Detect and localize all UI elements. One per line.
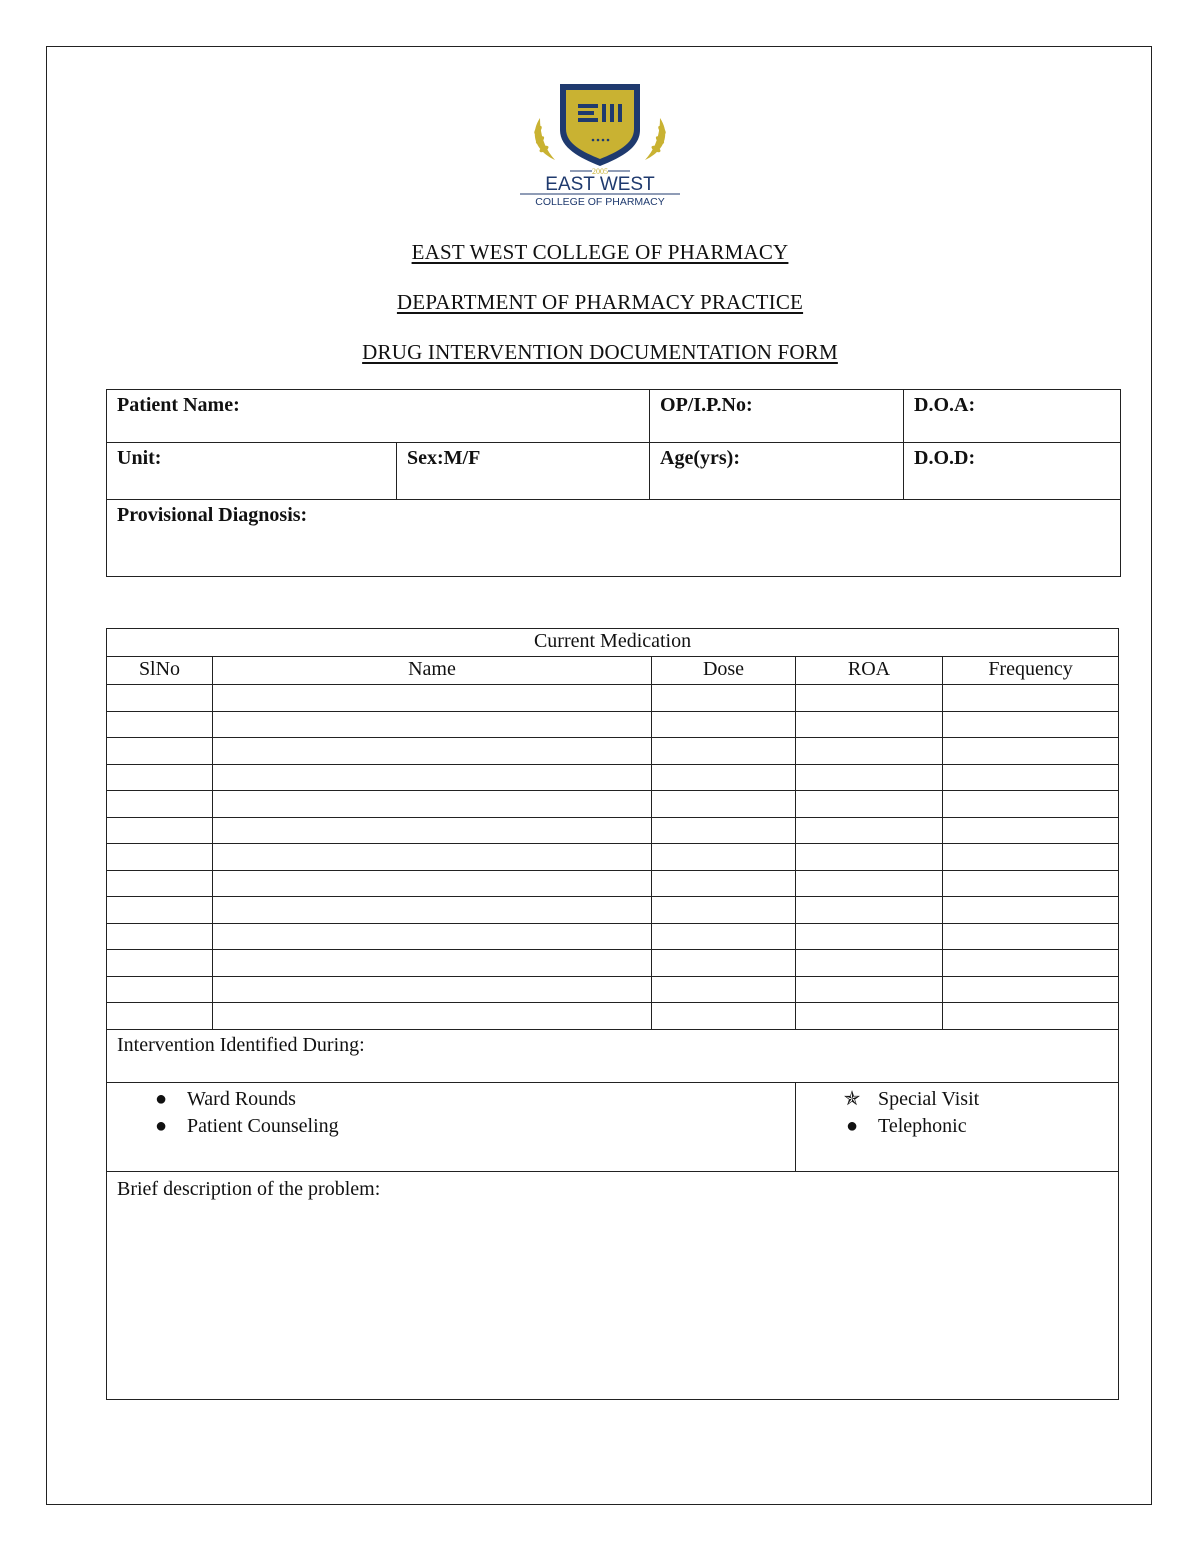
department-heading: DEPARTMENT OF PHARMACY PRACTICE [396, 290, 804, 314]
medication-cell-dose[interactable] [652, 764, 796, 791]
medication-table [106, 628, 1119, 1400]
medication-cell-slno[interactable] [107, 950, 213, 977]
intervention-label-cell [107, 1029, 1119, 1082]
medication-cell-dose[interactable] [652, 738, 796, 765]
medication-cell-dose[interactable] [652, 976, 796, 1003]
medication-cell-name[interactable] [213, 844, 652, 871]
medication-cell-frequency[interactable] [943, 870, 1119, 897]
intervention-option-label: Ward Rounds [187, 1087, 296, 1110]
medication-cell-frequency[interactable] [943, 897, 1119, 924]
medication-cell-roa[interactable] [796, 923, 943, 950]
medication-cell-name[interactable] [213, 923, 652, 950]
intervention-option[interactable] [117, 1113, 785, 1140]
medication-cell-roa[interactable] [796, 791, 943, 818]
unit-label: Unit: [117, 447, 162, 469]
intervention-options-left [107, 1082, 796, 1171]
intervention-options-right [796, 1082, 1119, 1171]
college-name-heading: EAST WEST COLLEGE OF PHARMACY [411, 240, 789, 264]
doa-field[interactable] [904, 390, 1121, 443]
intervention-option[interactable] [806, 1086, 1108, 1113]
problem-description-field[interactable] [107, 1171, 1119, 1399]
medication-cell-roa[interactable] [796, 685, 943, 712]
medication-cell-name[interactable] [213, 870, 652, 897]
medication-cell-name[interactable] [213, 1003, 652, 1030]
medication-cell-roa[interactable] [796, 711, 943, 738]
medication-row [107, 844, 1119, 871]
medication-row [107, 897, 1119, 924]
medication-cell-frequency[interactable] [943, 738, 1119, 765]
problem-description-label: Brief description of the problem: [117, 1177, 381, 1200]
medication-cell-frequency[interactable] [943, 711, 1119, 738]
medication-row [107, 923, 1119, 950]
medication-cell-name[interactable] [213, 950, 652, 977]
medication-cell-roa[interactable] [796, 764, 943, 791]
medication-cell-dose[interactable] [652, 791, 796, 818]
medication-row [107, 791, 1119, 818]
medication-cell-slno[interactable] [107, 1003, 213, 1030]
medication-cell-slno[interactable] [107, 685, 213, 712]
dod-label: D.O.D: [914, 447, 976, 469]
column-header-dose: Dose [652, 657, 796, 685]
medication-cell-roa[interactable] [796, 897, 943, 924]
patient-name-label: Patient Name: [117, 394, 240, 416]
medication-row [107, 817, 1119, 844]
medication-caption: Current Medication [107, 629, 1119, 657]
medication-cell-slno[interactable] [107, 738, 213, 765]
medication-cell-frequency[interactable] [943, 1003, 1119, 1030]
medication-cell-frequency[interactable] [943, 791, 1119, 818]
medication-cell-name[interactable] [213, 738, 652, 765]
medication-cell-dose[interactable] [652, 817, 796, 844]
logo-name: EAST WEST [545, 174, 655, 195]
medication-cell-dose[interactable] [652, 685, 796, 712]
medication-row [107, 976, 1119, 1003]
medication-cell-name[interactable] [213, 791, 652, 818]
intervention-option-label: Patient Counseling [187, 1114, 339, 1137]
medication-cell-dose[interactable] [652, 923, 796, 950]
op-ip-no-field[interactable] [650, 390, 904, 443]
intervention-options-list-left [117, 1086, 785, 1140]
medication-cell-roa[interactable] [796, 844, 943, 871]
medication-cell-frequency[interactable] [943, 923, 1119, 950]
medication-row [107, 870, 1119, 897]
patient-name-field[interactable] [107, 390, 650, 443]
column-header-name: Name [213, 657, 652, 685]
intervention-options-list-right [806, 1086, 1108, 1140]
provisional-diagnosis-field[interactable] [107, 500, 1121, 577]
medication-cell-dose[interactable] [652, 950, 796, 977]
medication-cell-frequency[interactable] [943, 844, 1119, 871]
medication-cell-name[interactable] [213, 817, 652, 844]
intervention-option[interactable] [117, 1086, 785, 1113]
age-field[interactable] [650, 443, 904, 500]
unit-field[interactable] [107, 443, 397, 500]
column-header-roa: ROA [796, 657, 943, 685]
column-header-frequency: Frequency [943, 657, 1119, 685]
doa-label: D.O.A: [914, 394, 976, 416]
medication-cell-roa[interactable] [796, 817, 943, 844]
medication-cell-slno[interactable] [107, 976, 213, 1003]
sex-label: Sex:M/F [407, 447, 481, 469]
form-title-heading: DRUG INTERVENTION DOCUMENTATION FORM [362, 340, 838, 364]
medication-cell-slno[interactable] [107, 923, 213, 950]
medication-cell-frequency[interactable] [943, 950, 1119, 977]
bullet-icon: ● [845, 1114, 859, 1137]
medication-row [107, 764, 1119, 791]
medication-cell-frequency[interactable] [943, 817, 1119, 844]
medication-cell-slno[interactable] [107, 897, 213, 924]
provisional-diagnosis-label: Provisional Diagnosis: [117, 504, 308, 526]
medication-cell-slno[interactable] [107, 817, 213, 844]
medication-row [107, 950, 1119, 977]
medication-cell-name[interactable] [213, 711, 652, 738]
medication-cell-dose[interactable] [652, 844, 796, 871]
college-logo [500, 78, 700, 213]
medication-cell-roa[interactable] [796, 870, 943, 897]
bullet-icon: ● [154, 1114, 168, 1137]
medication-cell-dose[interactable] [652, 711, 796, 738]
medication-cell-roa[interactable] [796, 976, 943, 1003]
medication-row [107, 711, 1119, 738]
patient-info-table [106, 389, 1121, 577]
intervention-option[interactable] [806, 1113, 1108, 1140]
intervention-label: Intervention Identified During: [117, 1033, 365, 1056]
column-header-slno: SlNo [107, 657, 213, 685]
medication-cell-name[interactable] [213, 897, 652, 924]
medication-cell-slno[interactable] [107, 791, 213, 818]
medication-cell-frequency[interactable] [943, 685, 1119, 712]
medication-row [107, 1003, 1119, 1030]
medication-cell-dose[interactable] [652, 897, 796, 924]
intervention-option-label: Telephonic [878, 1114, 967, 1137]
medication-cell-roa[interactable] [796, 1003, 943, 1030]
op-ip-no-label: OP/I.P.No: [660, 394, 753, 416]
medication-cell-dose[interactable] [652, 1003, 796, 1030]
star-icon: ✯ [843, 1087, 861, 1110]
logo-subtitle: COLLEGE OF PHARMACY [535, 196, 665, 208]
medication-cell-slno[interactable] [107, 764, 213, 791]
medication-cell-name[interactable] [213, 764, 652, 791]
medication-cell-roa[interactable] [796, 950, 943, 977]
medication-cell-frequency[interactable] [943, 976, 1119, 1003]
bullet-icon: ● [154, 1087, 168, 1110]
medication-row [107, 738, 1119, 765]
medication-rows [107, 685, 1119, 1030]
sex-field[interactable] [397, 443, 650, 500]
medication-cell-name[interactable] [213, 685, 652, 712]
medication-cell-roa[interactable] [796, 738, 943, 765]
medication-cell-dose[interactable] [652, 870, 796, 897]
dod-field[interactable] [904, 443, 1121, 500]
intervention-option-label: Special Visit [878, 1087, 980, 1110]
medication-cell-name[interactable] [213, 976, 652, 1003]
age-label: Age(yrs): [660, 447, 740, 469]
logo-year: 2005 [592, 167, 608, 176]
medication-cell-slno[interactable] [107, 711, 213, 738]
medication-cell-frequency[interactable] [943, 764, 1119, 791]
medication-cell-slno[interactable] [107, 844, 213, 871]
medication-row [107, 685, 1119, 712]
medication-cell-slno[interactable] [107, 870, 213, 897]
